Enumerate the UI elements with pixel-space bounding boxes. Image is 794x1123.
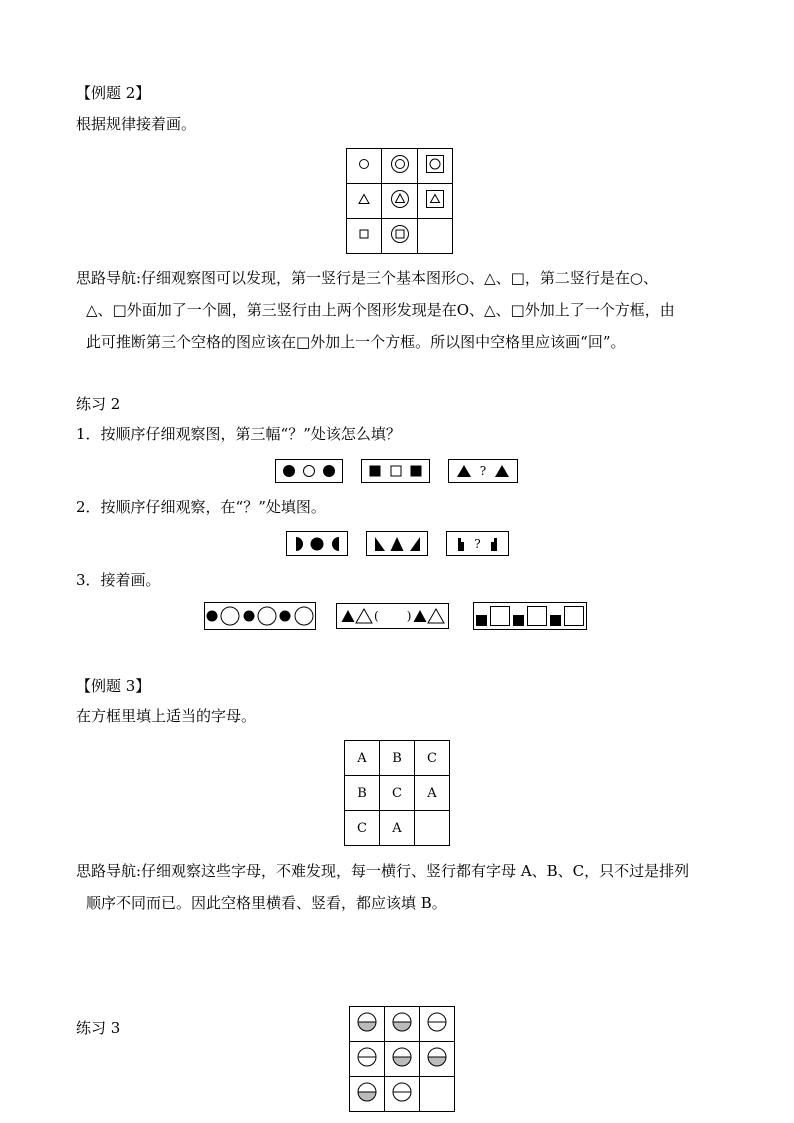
filled-square-icon (368, 464, 382, 478)
filled-triangle-icon (456, 464, 472, 478)
circle-icon (220, 606, 240, 626)
square-icon (357, 227, 371, 241)
practice2-q1: 1．按顺序仔细观察图，第三幅“？”处该怎么填？ (76, 425, 401, 443)
empty-cell[interactable] (418, 219, 453, 254)
example3-letter-grid (344, 740, 450, 846)
circle-in-circle-icon (390, 154, 410, 174)
filled-circle-icon (279, 610, 291, 622)
left-half-rectangle-icon (488, 536, 500, 552)
answer-paren-open: ( (374, 609, 379, 623)
question-mark[interactable]: ? (479, 464, 487, 478)
example2-explanation-line3: 此可推断第三个空格的图应该在□外加上一个方框。所以图中空格里应该画“回”。 (86, 333, 626, 351)
example2-shape-grid (346, 148, 453, 254)
circle-bottom-half-shaded-icon (391, 1011, 413, 1033)
q2-box-half-circles (286, 531, 348, 556)
filled-triangle-icon (390, 536, 404, 552)
right-half-circle-icon (292, 536, 306, 552)
circle-icon (294, 606, 314, 626)
circle-with-line-icon (356, 1046, 378, 1068)
circle-with-line-icon (426, 1011, 448, 1033)
right-half-rectangle-icon (455, 536, 467, 552)
practice2-q3: 3．接着画。 (76, 571, 161, 589)
q1-box-triangles (448, 459, 518, 483)
circle-bottom-half-shaded-icon (391, 1046, 413, 1068)
square-icon (564, 606, 584, 626)
circle-icon (257, 606, 277, 626)
example3-explanation-line2: 顺序不同而已。因此空格里横看、竖看，都应该填 B。 (86, 894, 447, 912)
filled-circle-icon (322, 464, 336, 478)
practice3-grid (349, 1006, 455, 1112)
q1-box-squares (361, 459, 430, 483)
grid-cell: C (415, 741, 450, 776)
filled-triangle-icon (341, 609, 355, 623)
square-icon (490, 606, 510, 626)
circle-in-square-icon (425, 154, 445, 174)
circle-icon (357, 157, 371, 171)
right-half-triangle-icon (372, 536, 386, 552)
triangle-in-circle-icon (390, 189, 410, 209)
example3-heading: 【例题 3】 (76, 677, 151, 695)
answer-paren-close: ) (406, 609, 412, 623)
circle-with-line-icon (391, 1081, 413, 1103)
grid-cell: C (345, 811, 380, 846)
filled-square-icon (550, 615, 561, 626)
grid-cell: A (345, 741, 380, 776)
triangle-icon (355, 608, 373, 624)
q1-box-circles (275, 459, 343, 483)
square-icon (389, 464, 403, 478)
triangle-icon (427, 608, 445, 624)
example2-explanation-line1: 思路导航:仔细观察图可以发现，第一竖行是三个基本图形○、△、□，第二竖行是在○、 (76, 269, 658, 287)
practice2-q2: 2．按顺序仔细观察，在“？”处填图。 (76, 498, 326, 516)
example2-explanation-line2: △、□外面加了一个圆，第三竖行由上两个图形发现是在O、△、□外加上了一个方框，由 (86, 301, 675, 319)
example2-heading: 【例题 2】 (76, 84, 151, 102)
example2-instruction: 根据规律接着画。 (76, 115, 197, 133)
circle-bottom-half-shaded-icon (356, 1081, 378, 1103)
square-icon (527, 606, 547, 626)
filled-circle-icon (243, 610, 255, 622)
q2-box-triangles (366, 531, 428, 556)
q3-box-circles (204, 602, 316, 630)
empty-cell[interactable] (415, 811, 450, 846)
example3-explanation-line1: 思路导航:仔细观察这些字母，不难发现，每一横行、竖行都有字母 A、B、C，只不过是排列 (76, 862, 690, 880)
filled-circle-icon (282, 464, 296, 478)
left-half-circle-icon (329, 536, 343, 552)
filled-circle-icon (206, 610, 218, 622)
q3-box-triangles (336, 603, 449, 629)
filled-square-icon (409, 464, 423, 478)
empty-cell[interactable] (420, 1077, 455, 1112)
filled-triangle-icon (494, 464, 510, 478)
filled-square-icon (513, 615, 524, 626)
triangle-icon (357, 192, 371, 206)
grid-cell: A (380, 811, 415, 846)
triangle-in-square-icon (425, 189, 445, 209)
circle-bottom-half-shaded-icon (426, 1046, 448, 1068)
grid-cell: A (415, 776, 450, 811)
q2-box-rectangles (446, 531, 509, 556)
left-half-triangle-icon (409, 536, 423, 552)
grid-cell: B (345, 776, 380, 811)
circle-bottom-half-shaded-icon (356, 1011, 378, 1033)
question-mark[interactable]: ? (474, 536, 481, 551)
filled-square-icon (476, 615, 487, 626)
practice2-heading: 练习 2 (76, 395, 121, 413)
practice3-heading: 练习 3 (76, 1019, 121, 1037)
square-in-circle-icon (390, 224, 410, 244)
filled-triangle-icon (413, 609, 427, 623)
grid-cell: C (380, 776, 415, 811)
example3-instruction: 在方框里填上适当的字母。 (76, 707, 257, 725)
filled-circle-icon (310, 536, 324, 552)
grid-cell: B (380, 741, 415, 776)
q3-box-squares (473, 602, 587, 630)
circle-icon (302, 464, 316, 478)
